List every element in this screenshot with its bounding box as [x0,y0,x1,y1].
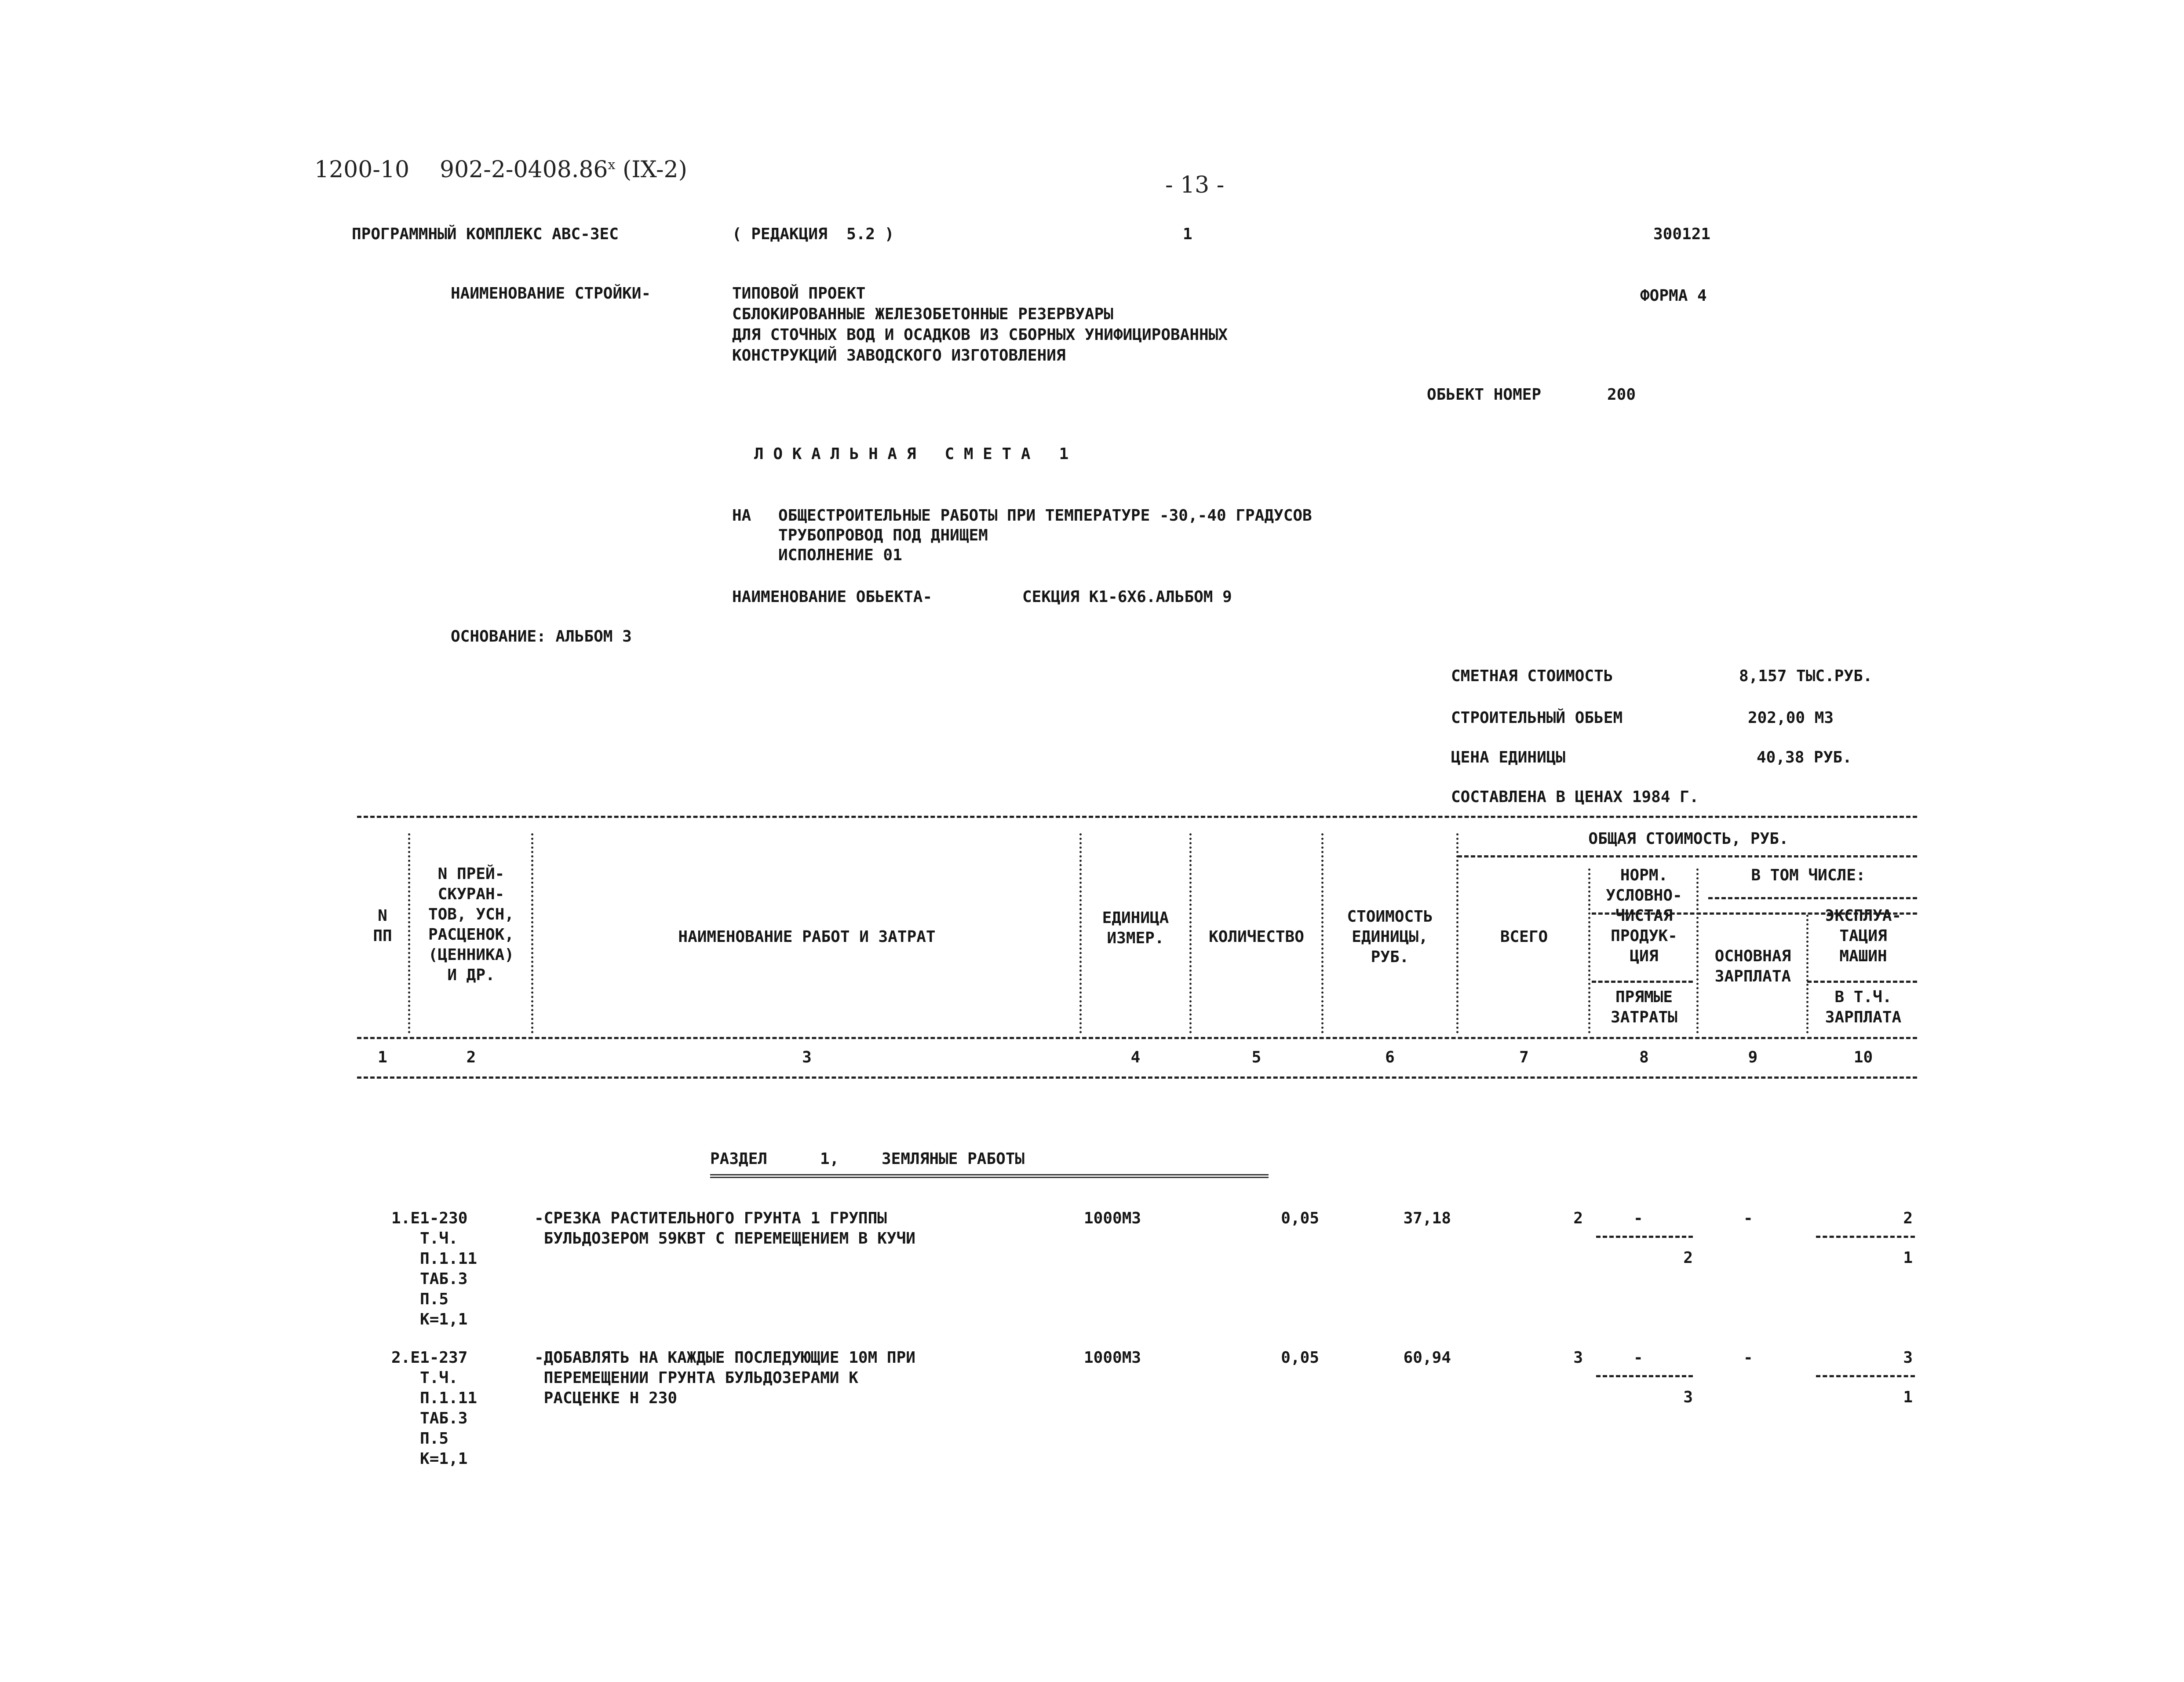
table-top-line [357,816,1917,818]
forma-label: ФОРМА 4 [1640,287,1707,305]
row-1-price: 37,18 [1403,1209,1451,1227]
th-num-9: 9 [1748,1048,1758,1066]
subgroup-sep-line [1708,897,1917,899]
program-name: ПРОГРАММНЫЙ КОМПЛЕКС АВС-ЗЕС [352,225,619,243]
stroyka-label: НАИМЕНОВАНИЕ СТРОЙКИ- [451,285,651,303]
table-nums-bottom-line [357,1076,1917,1079]
row-1-col9: - [1743,1209,1753,1227]
works-line-2: ТРУБОПРОВОД ПОД ДНИЩЕМ [778,526,988,544]
col-sep-8 [1696,868,1699,1033]
doc-code-superscript: x [608,157,616,173]
row-2-col8-rule [1596,1375,1693,1377]
row-1-unit: 1000М3 [1084,1209,1141,1227]
th-num-5: 5 [1251,1048,1262,1066]
summary-label-volume: СТРОИТЕЛЬНЫЙ ОБЬЕМ [1451,709,1623,727]
row-2-qty: 0,05 [1281,1349,1319,1367]
stroyka-line-1: ТИПОВОЙ ПРОЕКТ [732,285,866,303]
section-num: 1, [820,1150,839,1168]
th-num-10: 10 [1853,1048,1873,1066]
th-col5: КОЛИЧЕСТВО [1209,928,1304,946]
summary-value-unit-price: 40,38 РУБ. [1757,748,1852,766]
row-1-col8-top: - [1633,1209,1643,1227]
row-2-col10-top: 3 [1903,1349,1913,1367]
row-1-total: 2 [1573,1209,1583,1227]
th-col3: НАИМЕНОВАНИЕ РАБОТ И ЗАТРАТ [678,928,936,946]
table-head-bottom-line [357,1037,1917,1039]
summary-value-cost: 8,157 ТЫС.РУБ. [1739,667,1873,685]
smeta-title: Л О К А Л Ь Н А Я С М Е Т А 1 [754,445,1069,463]
object-num-value: 200 [1607,386,1636,404]
th-col4: ЕДИНИЦА ИЗМЕР. [1102,909,1169,947]
th-num-4: 4 [1130,1048,1141,1066]
row-1-code: 1.Е1-230 Т.Ч. П.1.11 ТАБ.3 П.5 К=1,1 [391,1209,478,1328]
th-num-2: 2 [466,1048,476,1066]
program-sheet-num: 1 [1183,225,1192,243]
doc-code-paren: (IX-2) [622,157,687,183]
stroyka-line-2: СБЛОКИРОВАННЫЕ ЖЕЛЕЗОБЕТОННЫЕ РЕЗЕРВУАРЫ [732,305,1113,323]
row-1-col10-bottom: 1 [1903,1249,1913,1267]
th-col9: ОСНОВНАЯ ЗАРПЛАТА [1714,947,1791,985]
osnovanie: ОСНОВАНИЕ: АЛЬБОМ 3 [451,628,632,646]
row-2-price: 60,94 [1403,1349,1451,1367]
th-num-6: 6 [1385,1048,1395,1066]
col-sep-9 [1806,915,1808,1033]
doc-code-left: 1200-10 [314,157,410,183]
works-prefix: НА [732,507,751,525]
th-subgroup: В ТОМ ЧИСЛЕ: [1751,866,1866,884]
doc-code-mid [440,158,687,181]
summary-label-unit-price: ЦЕНА ЕДИНИЦЫ [1451,748,1566,766]
th-col2: N ПРЕЙ- СКУРАН- ТОВ, УСН, РАСЦЕНОК, (ЦЕННИКА) И ДР. [428,865,514,984]
th-col6: СТОИМОСТЬ ЕДИНИЦЫ, РУБ. [1347,908,1433,966]
row-2-col8-bottom: 3 [1683,1388,1693,1406]
works-line-1: ОБЩЕСТРОИТЕЛЬНЫЕ РАБОТЫ ПРИ ТЕМПЕРАТУРЕ -30,-40 ГРАДУСОВ [778,507,1312,525]
program-edition: ( РЕДАКЦИЯ 5.2 ) [732,225,894,243]
th-col1: N ПП [373,907,392,945]
th-num-7: 7 [1519,1048,1529,1066]
th-col8-top: НОРМ. УСЛОВНО- ЧИСТАЯ ПРОДУК- ЦИЯ [1606,866,1682,965]
row-2-code: 2.Е1-237 Т.Ч. П.1.11 ТАБ.3 П.5 К=1,1 [391,1349,478,1468]
program-code: 300121 [1653,225,1711,243]
section-underline [710,1174,1269,1178]
section-title: ЗЕМЛЯНЫЕ РАБОТЫ [882,1150,1025,1168]
summary-value-volume: 202,00 М3 [1748,709,1834,727]
th-num-8: 8 [1639,1048,1649,1066]
col-sep-7 [1588,868,1590,1033]
object-name-label: НАИМЕНОВАНИЕ ОБЬЕКТА- [732,588,933,606]
row-1-col8-bottom: 2 [1683,1249,1693,1267]
sostavlena: СОСТАВЛЕНА В ЦЕНАХ 1984 Г. [1451,788,1699,806]
col-sep-2 [531,833,533,1033]
doc-code-number: 902-2-0408.86 [440,157,608,183]
row-1-desc: -СРЕЗКА РАСТИТЕЛЬНОГО ГРУНТА 1 ГРУППЫ БУЛЬДОЗЕРОМ 59КВТ С ПЕРЕМЕЩЕНИЕМ В КУЧИ [534,1209,915,1248]
object-num-label: ОБЬЕКТ НОМЕР [1427,386,1542,404]
stroyka-line-3: ДЛЯ СТОЧНЫХ ВОД И ОСАДКОВ ИЗ СБОРНЫХ УНИФИЦИРОВАННЫХ [732,326,1228,344]
row-1-col8-rule [1596,1236,1693,1238]
th-col10-top: ЭКСПЛУА- ТАЦИЯ МАШИН [1825,907,1902,965]
works-line-3: ИСПОЛНЕНИЕ 01 [778,546,902,564]
group-sep-line [1458,855,1917,857]
page-number: - 13 - [1165,172,1225,198]
th-col8-bottom: ПРЯМЫЕ ЗАТРАТЫ [1611,988,1677,1026]
col8-split-line [1592,981,1693,983]
col10-split-line [1807,981,1917,983]
row-1-qty: 0,05 [1281,1209,1319,1227]
object-name-value: СЕКЦИЯ К1-6Х6.АЛЬБОМ 9 [1022,588,1232,606]
row-2-col8-top: - [1633,1349,1643,1367]
row-1-col10-rule [1816,1236,1915,1238]
row-2-desc: -ДОБАВЛЯТЬ НА КАЖДЫЕ ПОСЛЕДУЮЩИЕ 10М ПРИ ПЕРЕМЕЩЕНИИ ГРУНТА БУЛЬДОЗЕРАМИ К РАСЦЕНКЕ Н 230 [534,1349,915,1407]
th-num-1: 1 [378,1048,387,1066]
row-2-col9: - [1743,1349,1753,1367]
row-1-col10-top: 2 [1903,1209,1913,1227]
row-2-col10-bottom: 1 [1903,1388,1913,1406]
th-col10-bottom: В Т.Ч. ЗАРПЛАТА [1825,988,1902,1026]
summary-label-cost: СМЕТНАЯ СТОИМОСТЬ [1451,667,1613,685]
th-col7: ВСЕГО [1500,928,1548,946]
stroyka-line-4: КОНСТРУКЦИЙ ЗАВОДСКОГО ИЗГОТОВЛЕНИЯ [732,347,1066,365]
row-2-col10-rule [1816,1375,1915,1377]
col-sep-1 [408,833,410,1033]
th-group: ОБЩАЯ СТОИМОСТЬ, РУБ. [1588,830,1789,848]
th-num-3: 3 [802,1048,812,1066]
row-2-unit: 1000М3 [1084,1349,1141,1367]
col-sep-6 [1456,833,1458,1033]
row-2-total: 3 [1573,1349,1583,1367]
section-label: РАЗДЕЛ [710,1150,768,1168]
